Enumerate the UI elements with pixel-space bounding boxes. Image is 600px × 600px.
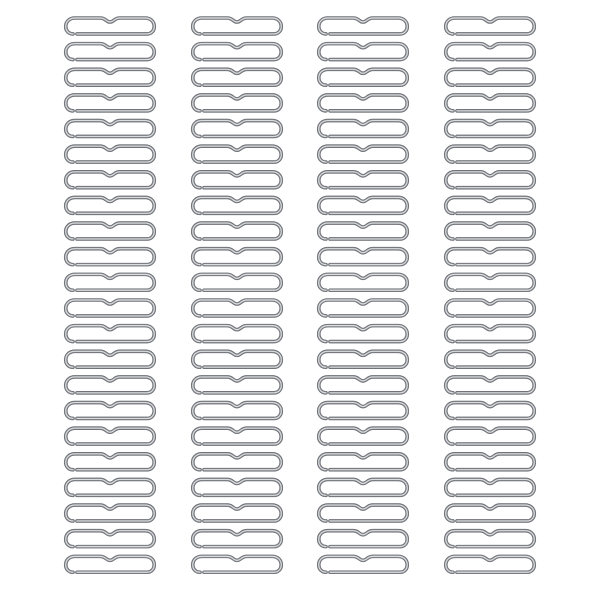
wire-loop: [193, 377, 282, 393]
wire-loop: [193, 274, 282, 290]
wire-loop: [193, 505, 282, 521]
wire-loop: [193, 18, 282, 34]
wire-loop: [193, 351, 282, 367]
wire-loop: [446, 44, 535, 60]
wire-loop: [446, 300, 535, 316]
wire-loop: [446, 249, 535, 265]
wire-loop: [66, 326, 155, 342]
wire-loop: [193, 479, 282, 495]
wire-loop: [66, 377, 155, 393]
wire-loop: [446, 403, 535, 419]
wire-loop: [319, 121, 408, 137]
wire-loop: [66, 403, 155, 419]
wire-loop: [193, 300, 282, 316]
wire-loop: [193, 172, 282, 188]
wire-loop: [66, 505, 155, 521]
wire-loop: [193, 428, 282, 444]
wire-loop: [193, 403, 282, 419]
wire-loop: [66, 454, 155, 470]
wire-loop: [319, 351, 408, 367]
wire-loop: [319, 172, 408, 188]
wire-loop: [319, 428, 408, 444]
wire-loop: [66, 69, 155, 85]
wire-loop: [446, 121, 535, 137]
wire-loop: [319, 556, 408, 572]
wire-loop: [446, 454, 535, 470]
wire-loop: [446, 146, 535, 162]
wire-loop: [319, 146, 408, 162]
wire-loop: [66, 274, 155, 290]
wire-loop: [193, 531, 282, 547]
wire-loop: [446, 274, 535, 290]
wire-loop: [193, 249, 282, 265]
wire-loop: [319, 377, 408, 393]
wire-loop: [193, 223, 282, 239]
wire-loop: [319, 403, 408, 419]
wire-loop: [193, 69, 282, 85]
wire-loop: [66, 44, 155, 60]
wire-loop: [319, 95, 408, 111]
wire-loop: [319, 223, 408, 239]
wire-loop: [319, 69, 408, 85]
wire-loop: [193, 95, 282, 111]
wire-spine-3: [319, 18, 408, 572]
wire-loop: [193, 197, 282, 213]
wire-loop: [66, 121, 155, 137]
wire-loop: [446, 172, 535, 188]
wire-loop: [446, 18, 535, 34]
wire-loop: [66, 223, 155, 239]
wire-loop: [446, 505, 535, 521]
wire-loop: [66, 18, 155, 34]
wire-loop: [446, 326, 535, 342]
wire-loop: [319, 44, 408, 60]
wire-loop: [319, 454, 408, 470]
wire-spine-2: [193, 18, 282, 572]
wire-spine-1: [66, 18, 155, 572]
wire-loop: [446, 556, 535, 572]
wire-loop: [193, 326, 282, 342]
wire-loop: [446, 69, 535, 85]
wire-loop: [66, 95, 155, 111]
wire-loop: [319, 18, 408, 34]
wire-loop: [446, 351, 535, 367]
wire-loop: [319, 274, 408, 290]
wire-loop: [66, 531, 155, 547]
wire-loop: [66, 556, 155, 572]
wire-loop: [193, 44, 282, 60]
wire-loop: [319, 300, 408, 316]
wire-loop: [66, 351, 155, 367]
wire-loop: [319, 479, 408, 495]
wire-loop: [66, 479, 155, 495]
wire-loop: [319, 505, 408, 521]
wire-loop: [319, 197, 408, 213]
wire-loop: [446, 479, 535, 495]
wire-loop: [319, 326, 408, 342]
wire-loop: [66, 197, 155, 213]
wire-loop: [66, 172, 155, 188]
wire-loop: [66, 428, 155, 444]
wire-spine-4: [446, 18, 535, 572]
wire-loop: [446, 223, 535, 239]
wire-loop: [446, 428, 535, 444]
wire-loop: [446, 95, 535, 111]
wire-loop: [193, 556, 282, 572]
wire-loop: [446, 377, 535, 393]
wire-loop: [193, 454, 282, 470]
wire-loop: [446, 531, 535, 547]
wire-loop: [193, 146, 282, 162]
wire-loop: [66, 249, 155, 265]
wire-loop: [66, 146, 155, 162]
wire-loop: [319, 249, 408, 265]
wire-loop: [446, 197, 535, 213]
wire-loop: [319, 531, 408, 547]
wire-loop: [66, 300, 155, 316]
wire-loop: [193, 121, 282, 137]
